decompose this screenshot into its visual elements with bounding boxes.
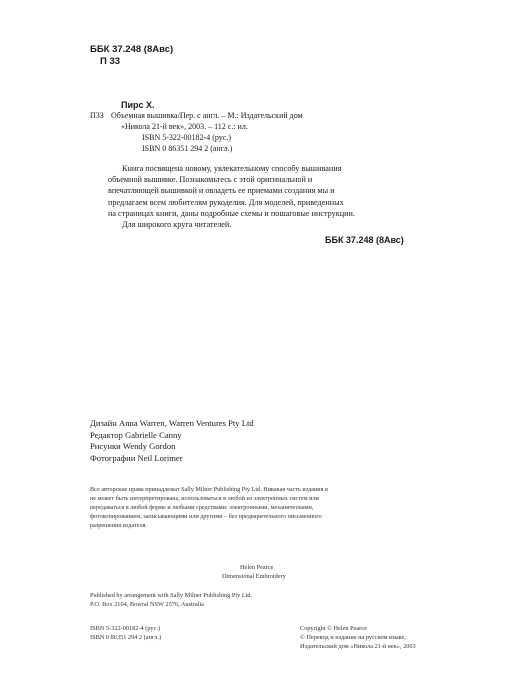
footer-copyright-2: © Перевод и издание на русском языке, (300, 634, 406, 641)
annotation-line: Для широкого круга читателей. (122, 220, 232, 230)
footer-isbn-ru: ISBN 5-322-00182-4 (рус.) (90, 625, 161, 632)
footer-copyright-3: Издательский дом «Никола 21-й век», 2003 (300, 643, 416, 650)
annotation-line: на страницах книги, даны подробные схемы и пошаговые инструкции. (108, 208, 355, 218)
annotation-bbk: ББК 37.248 (8Авс) (325, 235, 404, 245)
original-title: Dimensional Embroidery (222, 573, 286, 580)
publisher-note-1: Published by arrangement with Sally Milner Publishing Pty Ltd. (90, 592, 253, 599)
catalog-code: П33 (90, 111, 104, 120)
annotation-line: впечатляющей вышивкой и овладеть ее приемами создания мы и (108, 186, 335, 196)
catalog-author: Пирс Х. (121, 100, 155, 110)
annotation-line: предлагаем всем любителям рукоделия. Для моделей, приведенных (108, 197, 344, 207)
footer-copyright-1: Copyright © Helen Pearce (300, 625, 367, 632)
catalog-isbn-1: ISBN 5-322-00182-4 (рус.) (142, 133, 231, 142)
annotation-line: Книга посвящена новому, увлекательному способу вышивания (122, 164, 342, 173)
rights-line: Все авторские права принадлежат Sally Milner Publishing Pty Ltd. Никакая часть издания в (90, 486, 328, 493)
credit-design: Дизайн Anna Warren, Warren Ventures Pty Ltd (90, 418, 254, 428)
rights-line: не может быть интерпретирована, использоваться в любой из электронных систем или (90, 495, 319, 502)
bbk-header: ББК 37.248 (8Авс) (90, 44, 174, 55)
catalog-line-2: «Никола 21-й век», 2003. – 112 с.: ил. (121, 122, 248, 131)
rights-line: разрешения издателя. (90, 522, 147, 529)
publisher-note-2: P.O. Box 2104, Bowral NSW 2576, Australia (90, 601, 204, 608)
original-author: Helen Pearce (240, 564, 274, 571)
annotation (108, 163, 355, 230)
rights-block (0, 485, 328, 530)
code-header: П 33 (100, 56, 121, 67)
footer-isbn-en: ISBN 0 86351 294 2 (англ.) (90, 634, 162, 641)
catalog-line-1: Объемная вышивка/Пер. с англ. – М.: Издательский дом (111, 111, 303, 120)
rights-line: передаваться в любой форме и любыми средствами: электронными, механическими, (90, 504, 314, 511)
catalog-isbn-2: ISBN 0 86351 294 2 (англ.) (142, 144, 233, 153)
credit-photos: Фотографии Neil Lorimer (90, 452, 183, 463)
credits (0, 418, 254, 464)
rights-line: фотокопированием, записывающими или другими – без предварительного письменного (90, 513, 322, 520)
credit-drawings: Рисунки Wendy Gordon (90, 441, 176, 451)
annotation-line: объемной вышивке. Познакомьтесь с этой оригинальной и (108, 175, 313, 185)
credit-editor: Редактор Gabrielle Canny (90, 429, 182, 440)
